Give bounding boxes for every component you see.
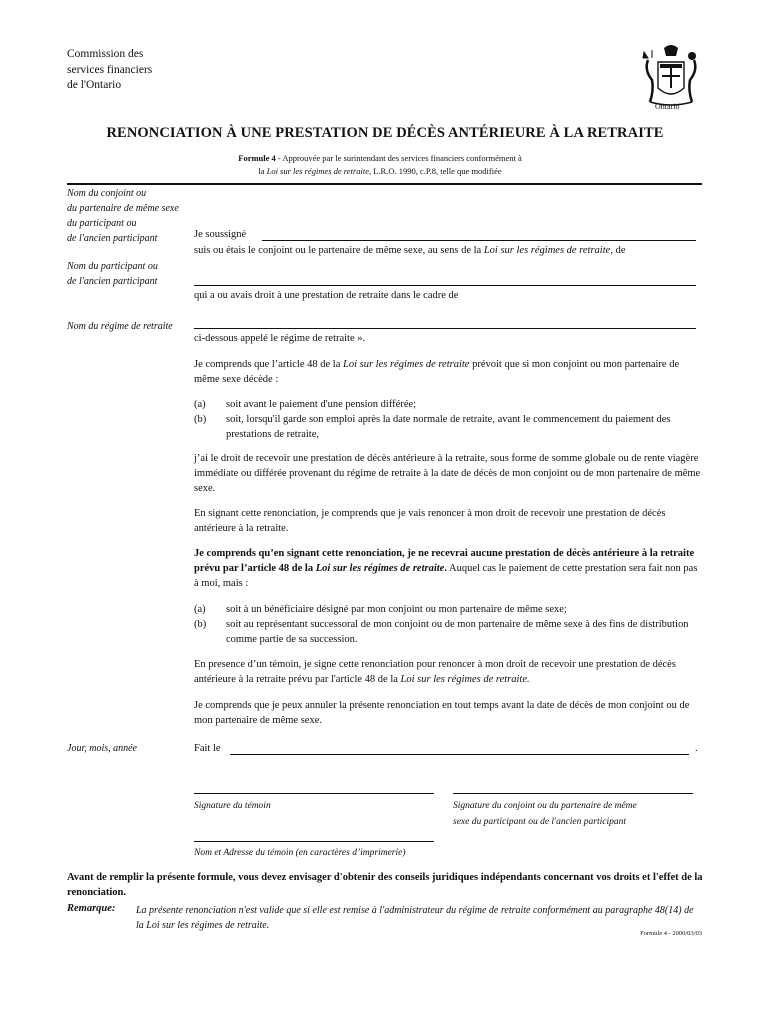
plan-name-field[interactable] xyxy=(194,328,696,329)
form-code: Formule 4 - 2000/03/03 xyxy=(640,930,702,937)
form-title: RENONCIATION À UNE PRESTATION DE DÉCÈS ANTÉRIEURE À LA RETRAITE xyxy=(106,125,664,141)
label-line: de l'ancien participant xyxy=(67,233,158,244)
paragraph-consequence xyxy=(194,546,702,591)
fait-le-label: Fait le xyxy=(194,743,221,754)
paragraph-waiver: En signant cette renonciation, je comprends que je vais renoncer à mon droit de recevoir une prestation de décès antérieure à la retraite. xyxy=(194,508,666,534)
list-label: (a) xyxy=(194,399,206,410)
paragraph-text: prévoit que si mon conjoint ou mon partenaire de même sexe décède : xyxy=(194,359,680,385)
witness-signature-field[interactable] xyxy=(194,793,434,794)
form-number: Formule 4 xyxy=(238,153,276,163)
statement-entitlement: qui a ou avais droit à une prestation de retraite dans le cadre de xyxy=(194,290,459,301)
statement-plan: ci-dessous appelé le régime de retraite ». xyxy=(194,333,366,344)
list-label: (b) xyxy=(194,619,207,630)
label-line: du partenaire de même sexe xyxy=(67,203,179,214)
remark-label: Remarque: xyxy=(67,903,116,914)
caption-line: Signature du conjoint ou du partenaire de même xyxy=(453,801,637,811)
approval-note xyxy=(210,152,550,178)
remark-text: La présente renonciation n'est valide que si elle est remise à l'administrateur du régime de retraite conformément au paragraphe 48(14) de la Loi sur les régimes de retraite. xyxy=(136,905,694,931)
ontario-coat-of-arms-logo xyxy=(640,40,702,110)
agency-name xyxy=(67,47,152,94)
spouse-name-label xyxy=(67,186,179,246)
witness-signature-caption: Signature du témoin xyxy=(194,801,271,811)
statement-spouse xyxy=(194,243,702,258)
statement-text: suis ou étais le conjoint ou le partenaire de même sexe, au sens de la xyxy=(194,245,484,256)
label-line: Nom du conjoint ou xyxy=(67,188,147,199)
list-item xyxy=(194,412,702,442)
list-text: soit à un bénéficiaire désigné par mon conjoint ou mon partenaire de même sexe; xyxy=(226,604,567,615)
spouse-name-field[interactable] xyxy=(262,240,696,241)
approval-text: , L.R.O. 1990, c.P.8, telle que modifiée xyxy=(368,166,502,176)
caption-line: sexe du participant ou de l'ancien participant xyxy=(453,817,626,827)
statement-text: , de xyxy=(610,245,626,256)
spouse-signature-caption xyxy=(453,798,637,830)
legal-advice-warning: Avant de remplir la présente formule, vous devez envisager d'obtenir des conseils juridiques indépendants concernant vos droits et l'effet de la renonciation. xyxy=(67,872,703,898)
paragraph-entitlement: j’ai le droit de recevoir une prestation de décès antérieure à la retraite, sous forme de somme globale ou de rente viagère immédiate ou différée provenant du régime de retraite à la date de décès de mon conjoint ou de mon partenaire de même sexe. xyxy=(194,453,701,494)
crest-label: Ontario xyxy=(655,102,680,111)
witness-name-field[interactable] xyxy=(194,841,434,842)
bold-text: . xyxy=(444,563,447,574)
bold-text: Je comprends qu’en signant cette renonciation, je ne recevrai aucune prestation de décès antérieure à la retraite prévu par l’article 48 de la xyxy=(194,548,695,574)
agency-line: services financiers xyxy=(67,63,153,76)
member-name-field[interactable] xyxy=(194,285,696,286)
paragraph-text: En presence d’un témoin, je signe cette renonciation pour renoncer à mon droit de recevoir une prestation de décès antérieure à la retraite prévu par l'article 48 de la xyxy=(194,659,676,685)
agency-line: Commission des xyxy=(67,48,144,60)
payment-list xyxy=(194,602,702,647)
spouse-signature-field[interactable] xyxy=(453,793,693,794)
date-label: Jour, mois, année xyxy=(67,743,137,754)
paragraph-revocation: Je comprends que je peux annuler la présente renonciation en tout temps avant la date de décès de mon conjoint ou de mon partenaire de même sexe. xyxy=(194,700,690,726)
conditions-list xyxy=(194,397,702,442)
act-name: Loi sur les régimes de retraite. xyxy=(400,674,530,685)
agency-line: de l'Ontario xyxy=(67,79,122,91)
list-item xyxy=(194,617,702,647)
paragraph-text: Je comprends que l’article 48 de la xyxy=(194,359,343,370)
member-name-label xyxy=(67,259,158,289)
list-label: (b) xyxy=(194,414,207,425)
list-text: soit au représentant successoral de mon conjoint ou de mon partenaire de même sexe à des fins de distribution comme partie de sa succession. xyxy=(226,619,689,645)
paragraph-article-48 xyxy=(194,357,702,387)
label-line: du participant ou xyxy=(67,218,137,229)
label-line: Nom du participant ou xyxy=(67,261,158,272)
act-name: Loi sur les régimes de retraite xyxy=(483,245,611,256)
fait-le-period: . xyxy=(695,743,698,754)
paragraph-text: Auquel cas le paiement de cette prestation sera fait non pas à moi, mais : xyxy=(194,563,698,589)
approval-text: la xyxy=(258,166,267,176)
paragraph-witness xyxy=(194,657,702,687)
approval-text: - Approuvée par le surintendant des services financiers conformément à xyxy=(275,153,522,163)
list-item xyxy=(194,602,702,617)
header-divider xyxy=(67,183,702,185)
label-line: de l'ancien participant xyxy=(67,276,158,287)
act-name: Loi sur les régimes de retraite xyxy=(342,359,470,370)
date-field[interactable] xyxy=(230,754,689,755)
plan-name-label: Nom du régime de retraite xyxy=(67,321,173,332)
act-name: Loi sur les régimes de retraite xyxy=(315,563,445,574)
je-soussigne: Je soussigné xyxy=(194,229,247,240)
list-item xyxy=(194,397,702,412)
witness-name-caption: Nom et Adresse du témoin (en caractères d’imprimerie) xyxy=(194,848,406,858)
list-label: (a) xyxy=(194,604,206,615)
list-text: soit, lorsqu'il garde son emploi après la date normale de retraite, avant le commencement du paiement des prestations de retraite, xyxy=(226,414,671,440)
act-name: Loi sur les régimes de retraite xyxy=(266,166,369,176)
list-text: soit avant le paiement d'une pension différée; xyxy=(226,399,417,410)
